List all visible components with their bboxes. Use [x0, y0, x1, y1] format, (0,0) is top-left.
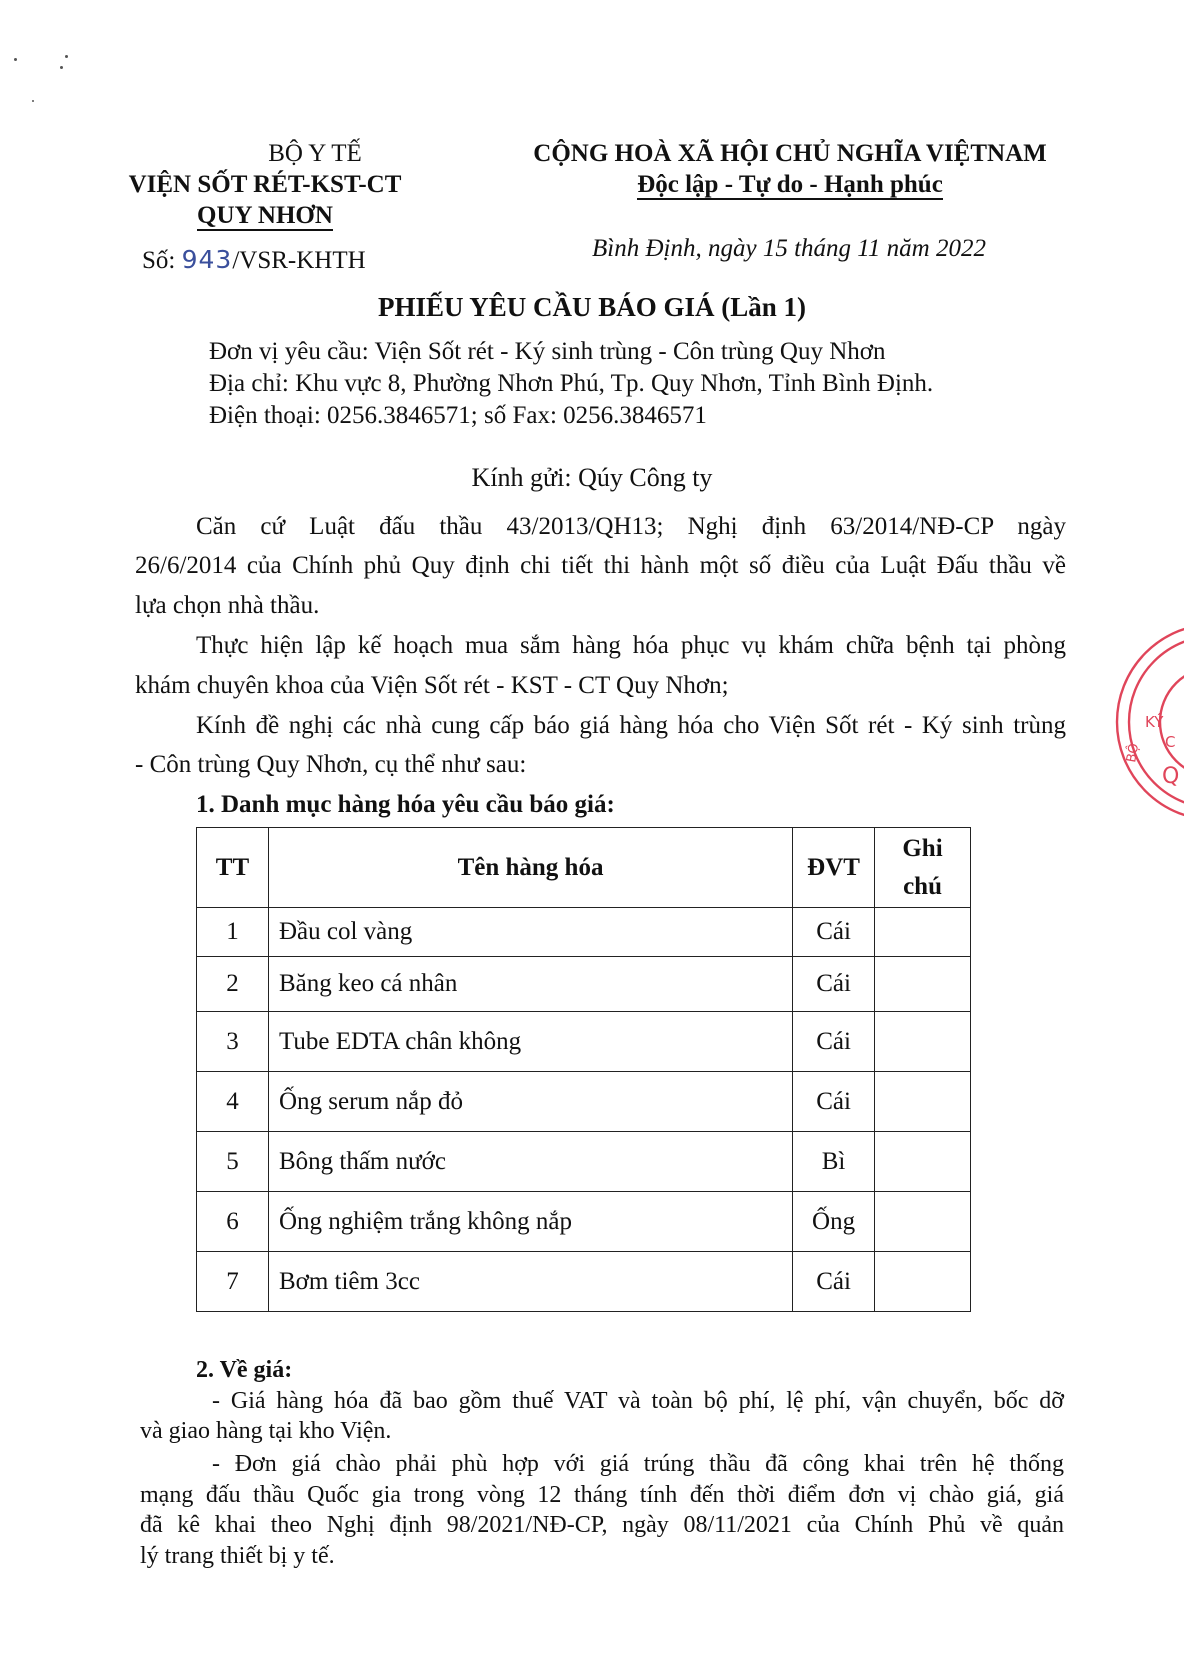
section-2-title: 2. Về giá: — [196, 1357, 293, 1383]
document-title: PHIẾU YÊU CẦU BÁO GIÁ (Lần 1) — [377, 292, 807, 322]
header-note — [875, 828, 971, 908]
paragraph-1-line-1: Căn cứ Luật đấu thầu 43/2013/QH13; Nghị định 63/2014/NĐ-CP ngày — [196, 513, 1066, 540]
paragraph-1-line-2: 26/6/2014 của Chính phủ Quy định chi tiết thi hành một số điều của Luật Đấu thầu về — [135, 552, 1066, 579]
cell-tt: 2 — [197, 957, 269, 1012]
cell-tt: 7 — [197, 1252, 269, 1312]
institute-name-line2-wrap — [110, 202, 420, 230]
cell-name: Đầu col vàng — [268, 908, 792, 957]
handwritten-number: 943 — [181, 245, 233, 274]
paragraph-2-line-2: khám chuyên khoa của Viện Sốt rét - KST - CT Quy Nhơn; — [135, 672, 729, 699]
national-motto: Độc lập - Tự do - Hạnh phúc — [637, 171, 943, 198]
table-row — [197, 1132, 971, 1192]
requester-unit: Đơn vị yêu cầu: Viện Sốt rét - Ký sinh trùng - Côn trùng Quy Nhơn — [209, 338, 886, 365]
price-bullet-2-line-4: lý trang thiết bị y tế. — [140, 1543, 335, 1569]
cell-note — [875, 1132, 971, 1192]
price-bullet-2-line-3: đã kê khai theo Nghị định 98/2021/NĐ-CP, ngày 08/11/2021 của Chính Phủ về quản — [140, 1512, 1064, 1538]
cell-name: Băng keo cá nhân — [268, 957, 792, 1012]
cell-unit: Cái — [793, 1252, 875, 1312]
price-bullet-1-line-2: và giao hàng tại kho Viện. — [140, 1418, 392, 1444]
table-row — [197, 1192, 971, 1252]
table-row — [197, 1012, 971, 1072]
header-name: Tên hàng hóa — [268, 828, 792, 908]
goods-table — [196, 827, 971, 1312]
cell-note — [875, 1192, 971, 1252]
header-note-line2: chú — [903, 872, 942, 900]
header-tt: TT — [197, 828, 269, 908]
paragraph-3-line-1: Kính đề nghị các nhà cung cấp báo giá hàng hóa cho Viện Sốt rét - Ký sinh trùng — [196, 712, 1066, 739]
institute-name-line2: QUY NHƠN — [197, 202, 333, 229]
paragraph-3-line-2: - Côn trùng Quy Nhơn, cụ thể như sau: — [135, 751, 527, 778]
cell-tt: 1 — [197, 908, 269, 957]
cell-name: Ống nghiệm trắng không nắp — [268, 1192, 792, 1252]
cell-unit: Cái — [793, 1072, 875, 1132]
number-prefix: Số: — [142, 247, 176, 274]
stamp-text-c: C — [1165, 733, 1176, 751]
paragraph-2-line-1: Thực hiện lập kế hoạch mua sắm hàng hóa phục vụ khám chữa bệnh tại phòng — [196, 632, 1066, 659]
cell-note — [875, 1252, 971, 1312]
cell-tt: 3 — [197, 1012, 269, 1072]
header-note-line1: Ghi — [902, 834, 943, 862]
stamp-text-bo: BỘ — [1124, 742, 1143, 764]
paragraph-1-line-3: lựa chọn nhà thầu. — [135, 592, 320, 619]
cell-note — [875, 908, 971, 957]
cell-note — [875, 957, 971, 1012]
requester-address: Địa chỉ: Khu vực 8, Phường Nhơn Phú, Tp. Quy Nhơn, Tỉnh Bình Định. — [209, 370, 934, 397]
country-name: CỘNG HOÀ XÃ HỘI CHỦ NGHĨA VIỆTNAM — [533, 140, 1047, 167]
price-bullet-2-line-2: mạng đấu thầu Quốc gia trong vòng 12 tháng tính đến thời điểm đơn vị chào giá, giá — [140, 1482, 1064, 1508]
table-row — [197, 908, 971, 957]
red-stamp-seal — [1115, 615, 1184, 830]
motto-wrap — [510, 171, 1070, 199]
cell-name: Ống serum nắp đỏ — [268, 1072, 792, 1132]
price-bullet-2-line-1: - Đơn giá chào phải phù hợp với giá trúng thầu đã công khai trên hệ thống — [212, 1451, 1064, 1477]
table-row — [197, 1072, 971, 1132]
table-row — [197, 1252, 971, 1312]
cell-unit: Cái — [793, 957, 875, 1012]
cell-tt: 6 — [197, 1192, 269, 1252]
cell-unit: Bì — [793, 1132, 875, 1192]
cell-name: Tube EDTA chân không — [268, 1012, 792, 1072]
cell-unit: Cái — [793, 1012, 875, 1072]
stamp-text-q: Q — [1162, 764, 1180, 789]
cell-name: Bông thấm nước — [268, 1132, 792, 1192]
cell-note — [875, 1012, 971, 1072]
cell-unit: Ống — [793, 1192, 875, 1252]
greeting: Kính gửi: Qúy Công ty — [471, 463, 713, 492]
section-1-title: 1. Danh mục hàng hóa yêu cầu báo giá: — [196, 791, 615, 818]
document-number — [142, 245, 366, 275]
cell-name: Bơm tiêm 3cc — [268, 1252, 792, 1312]
header-unit: ĐVT — [793, 828, 875, 908]
price-bullet-1-line-1: - Giá hàng hóa đã bao gồm thuế VAT và toàn bộ phí, lệ phí, vận chuyển, bốc dỡ — [212, 1388, 1064, 1414]
cell-note — [875, 1072, 971, 1132]
ministry-name: BỘ Y TẾ — [268, 140, 362, 167]
stamp-text-ky: KÝ — [1145, 713, 1164, 731]
table-row — [197, 957, 971, 1012]
cell-tt: 4 — [197, 1072, 269, 1132]
table-header-row — [197, 828, 971, 908]
number-suffix: /VSR-KHTH — [232, 247, 366, 274]
institute-name-line1: VIỆN SỐT RÉT-KST-CT — [128, 171, 402, 198]
requester-phone: Điện thoại: 0256.3846571; số Fax: 0256.3846571 — [209, 402, 707, 429]
cell-unit: Cái — [793, 908, 875, 957]
cell-tt: 5 — [197, 1132, 269, 1192]
place-date: Bình Định, ngày 15 tháng 11 năm 2022 — [592, 235, 986, 262]
